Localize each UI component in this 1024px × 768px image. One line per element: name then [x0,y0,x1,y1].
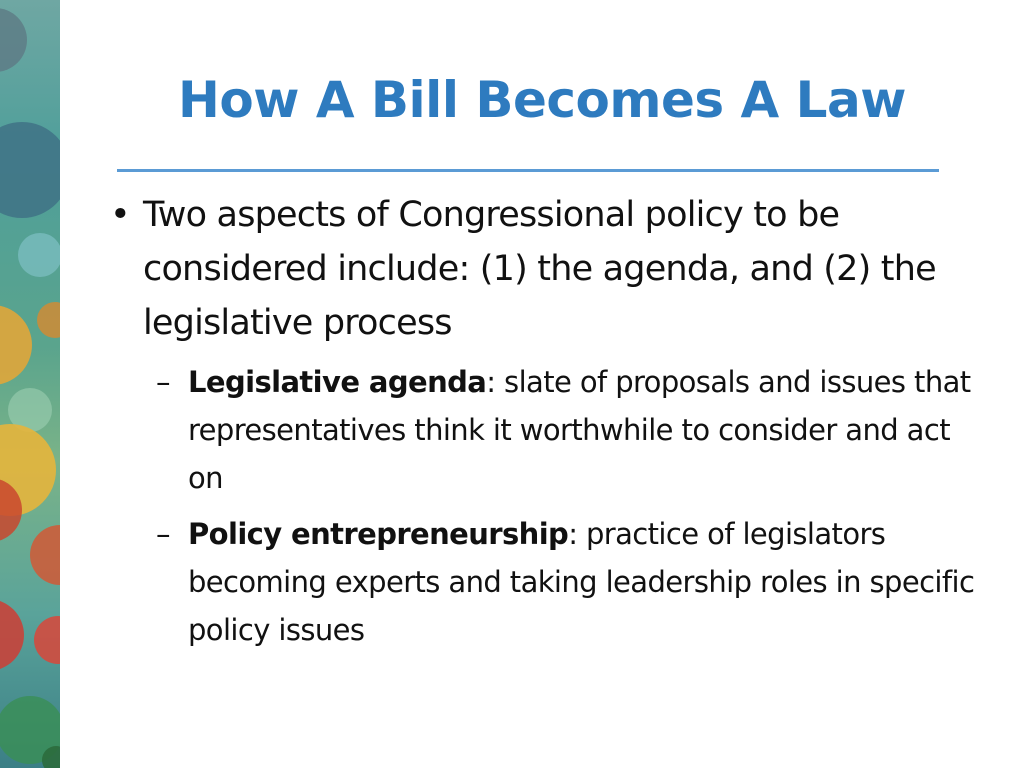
title-underline-rule [117,169,939,172]
term-policy-entrepreneurship: Policy entrepreneurship [188,517,569,551]
bullet-text: Two aspects of Congressional policy to be considered include: (1) the agenda, and (2) the legislative process [143,195,936,343]
term-legislative-agenda: Legislative agenda [188,365,487,399]
definition-legislative-agenda: : slate of proposals and issues that representatives think it worthwhile to consider and act on [188,365,971,495]
bullet-list [100,188,980,654]
decorative-circles-art [0,0,60,768]
dash-marker: – [156,365,170,399]
sub-bullet-legislative-agenda [156,358,980,502]
dash-marker: – [156,517,170,551]
bullet-marker: • [110,195,130,235]
definition-policy-entrepreneurship: : practice of legislators becoming experts and taking leadership roles in specific policy issues [188,517,975,647]
slide-title: How A Bill Becomes A Law [178,71,906,129]
sub-bullet-policy-entrepreneurship [156,510,980,654]
decorative-side-strip [0,0,60,768]
bullet-item [100,188,980,350]
